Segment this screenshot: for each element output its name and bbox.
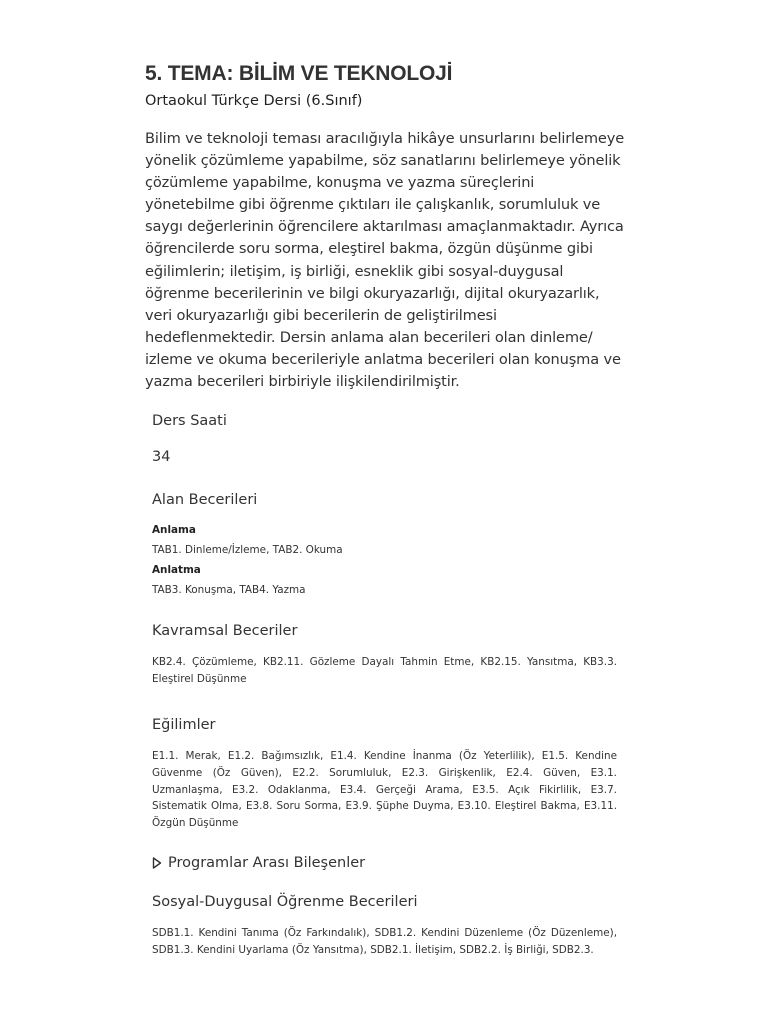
programlar-label: Programlar Arası Bileşenler — [168, 854, 366, 871]
page-title: 5. TEMA: BİLİM VE TEKNOLOJİ — [145, 62, 453, 85]
ders-saati-section — [152, 411, 617, 467]
sdb-text: SDB1.1. Kendini Tanıma (Öz Farkındalık), SDB1.2. Kendini Düzenleme (Öz Düzenleme), SDB1.3. Kendini Uyarlama (Öz Yansıtma), SDB2.1. İletişim, SDB2.2. İş Birliği, SDB2.3. — [152, 926, 617, 956]
egilimler-title: Eğilimler — [152, 716, 216, 733]
kavramsal-section — [152, 621, 617, 688]
ders-saati-value: 34 — [152, 449, 171, 466]
sdb-section — [152, 892, 617, 959]
sdb-title: Sosyal-Duygusal Öğrenme Becerileri — [152, 893, 418, 910]
kavramsal-title: Kavramsal Beceriler — [152, 623, 298, 640]
document-page — [145, 60, 625, 958]
egilimler-section — [152, 715, 617, 832]
anlama-label: Anlama — [152, 524, 196, 537]
alan-becerileri-title: Alan Becerileri — [152, 492, 258, 509]
egilimler-text: E1.1. Merak, E1.2. Bağımsızlık, E1.4. Kendine İnanma (Öz Yeterlilik), E1.5. Kendine Güvenme (Öz Güven), E2.2. Sorumluluk, E2.3. Girişkenlik, E2.4. Güven, E3.1. Uzmanlaşma, E3.2. Odaklanma, E3.4. Gerçeği Arama, E3.5. Açık Fikirlilik, E3.7. Sistematik Olma, E3.8. Soru Sorma, E3.9. Şüphe Duyma, E3.10. Eleştirel Bakma, E3.11. Özgün Düşünme — [152, 749, 617, 830]
programlar-toggle[interactable] — [152, 853, 617, 873]
anlatma-label: Anlatma — [152, 563, 201, 576]
page-subtitle: Ortaokul Türkçe Dersi (6.Sınıf) — [145, 93, 363, 109]
kavramsal-text: KB2.4. Çözümleme, KB2.11. Gözleme Dayalı Tahmin Etme, KB2.15. Yansıtma, KB3.3. Eleştirel Düşünme — [152, 656, 617, 686]
anlama-text: TAB1. Dinleme/İzleme, TAB2. Okuma — [152, 543, 343, 556]
alan-becerileri-section — [152, 490, 617, 598]
anlatma-text: TAB3. Konuşma, TAB4. Yazma — [152, 583, 306, 596]
triangle-right-icon — [152, 857, 162, 869]
ders-saati-label: Ders Saati — [152, 413, 227, 430]
intro-paragraph: Bilim ve teknoloji teması aracılığıyla hikâye unsurlarını belirlemeye yönelik çözümleme yapabilme, söz sanatlarını belirlemeye yönelik çözümleme yapabilme, konuşma ve yazma süreçlerini yönetebilme gibi öğrenme çıktıları ile çalışkanlık, sorumluluk ve saygı değerlerinin öğrencilere aktarılması amaçlanmaktadır. Ayrıca öğrencilerde soru sorma, eleştirel bakma, özgün düşünme gibi eğilimlerin; iletişim, iş birliği, esneklik gibi sosyal-duygusal öğrenme becerilerinin ve bilgi okuryazarlığı, dijital okuryazarlık, veri okuryazarlığı gibi becerilerin de geliştirilmesi hedeflenmektedir. Dersin anlama alan becerileri olan dinleme/ izleme ve okuma becerileriyle anlatma becerileri olan konuşma ve yazma becerileri birbiriyle ilişkilendirilmiştir. — [145, 130, 625, 391]
